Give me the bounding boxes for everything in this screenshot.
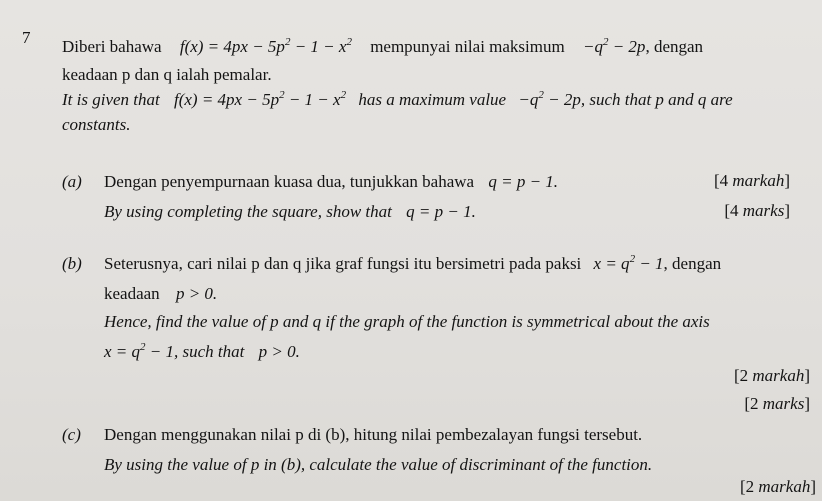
max-value-expression-en: $-q^2 - 2p$ <box>518 89 581 109</box>
part-b-marks-ms: [2 markah] <box>733 366 810 385</box>
part-b-ms-line2-text: keadaan <box>104 284 160 303</box>
stem-en-c: , such that p and q are <box>580 90 733 109</box>
stem-ms-line2: keadaan p dan q ialah pemalar. <box>62 65 272 84</box>
part-a-marks-en: [4 marks] <box>724 201 790 220</box>
function-expression-ms: $f(x) = 4px - 5p^2 - 1 - x^2$ <box>179 36 352 56</box>
stem-ms-line1 <box>62 36 703 58</box>
part-b-ms-line1 <box>104 253 721 275</box>
part-c-marks-ms: [2 markah] <box>739 477 816 496</box>
part-b-marks-en: [2 marks] <box>744 394 810 413</box>
part-a-en-expr: q = p − 1. <box>406 202 476 221</box>
question-number: 7 <box>22 28 31 47</box>
part-b-label: (b) <box>62 254 82 273</box>
part-c-label: (c) <box>62 425 81 444</box>
part-a-en-text: By using completing the square, show that <box>104 202 392 221</box>
part-b-en-tail: , such that <box>174 342 245 361</box>
part-b-ms-tail: , dengan <box>663 254 722 273</box>
part-b-ms-text: Seterusnya, cari nilai p dan q jika graf fungsi itu bersimetri pada paksi <box>104 254 582 273</box>
part-b-ms-line2-expr: p > 0. <box>175 284 218 303</box>
max-value-expression-ms: $-q^2 - 2p$ <box>582 36 646 56</box>
part-b-en-line1: Hence, find the value of p and q if the graph of the function is symmetrical about the axis <box>104 312 710 331</box>
stem-en-a: It is given that <box>62 90 160 109</box>
part-c-en: By using the value of p in (b), calculate the value of discriminant of the function. <box>104 455 653 474</box>
function-expression-en: $f(x) = 4px - 5p^2 - 1 - x^2$ <box>173 89 347 109</box>
stem-ms-b: mempunyai nilai maksimum <box>370 37 565 56</box>
part-c-ms: Dengan menggunakan nilai p di (b), hitung nilai pembezalayan fungsi tersebut. <box>104 425 643 444</box>
stem-en-b: has a maximum value <box>358 90 507 109</box>
part-a-marks-ms: [4 markah] <box>713 171 790 190</box>
part-b-ms-expr: $x = q^2 - 1$ <box>593 253 664 273</box>
part-b-ms-line2 <box>104 283 217 305</box>
part-a-ms-expr: q = p − 1. <box>488 172 559 191</box>
part-a-label: (a) <box>62 172 82 191</box>
stem-ms-a: Diberi bahawa <box>62 37 162 56</box>
part-a-ms-text: Dengan penyempurnaan kuasa dua, tunjukkan bahawa <box>104 172 475 191</box>
part-b-en-expr2: p > 0. <box>258 342 300 361</box>
part-a-ms <box>104 171 558 193</box>
part-b-en-expr: $x = q^2 - 1$ <box>104 341 175 361</box>
stem-en-line1 <box>62 89 733 111</box>
part-a-en <box>104 201 476 223</box>
stem-ms-c: , dengan <box>645 37 704 56</box>
part-b-en-line2 <box>104 341 300 363</box>
stem-en-line2: constants. <box>62 115 131 134</box>
